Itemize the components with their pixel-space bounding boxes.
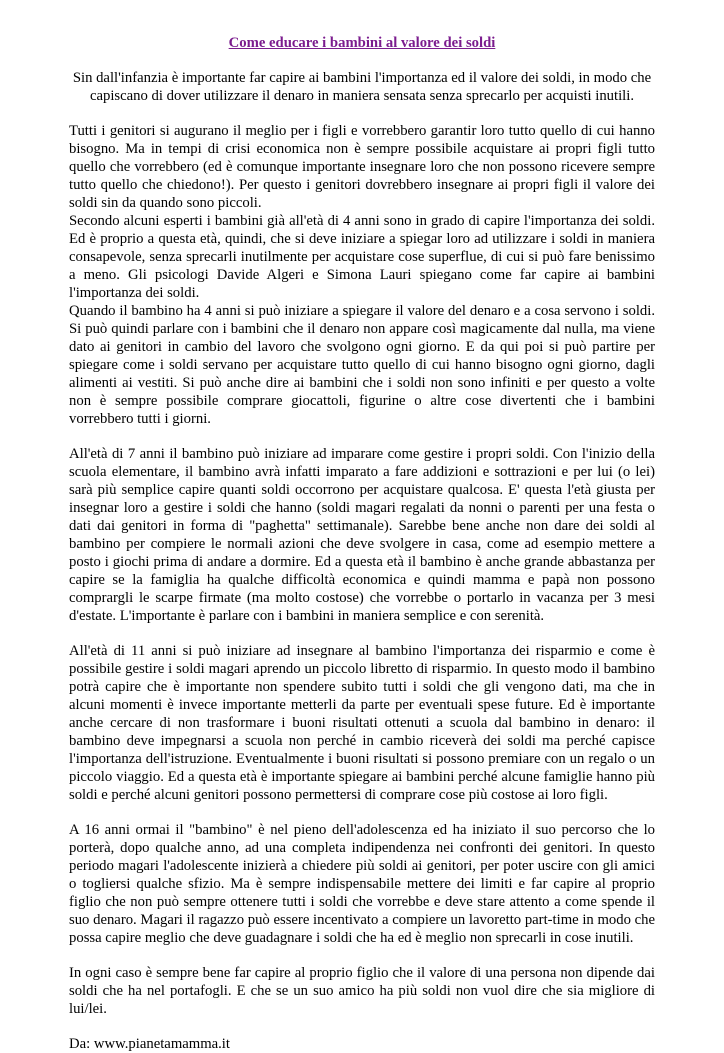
paragraph-1 [69,122,655,428]
paragraph-1-part-3: Quando il bambino ha 4 anni si può iniziare a spiegare il valore del denaro e a cosa servono i soldi. Si può quindi parlare con i bambini che il denaro non appare così magicamente dal nulla, ma viene dato ai genitori in cambio del lavoro che svolgono ogni giorno. E da qui poi si può partire per spiegare come i soldi servano per acquistare tutto quello di cui hanno bisogno ogni giorno, dagli alimenti ai vestiti. Si può anche dire ai bambini che i soldi non sono infiniti e per questo a volte non è sempre possibile comprare giocattoli, figurine o altre cose divertenti che i bambini vorrebbero tutti i giorni. [69,303,655,427]
paragraph-3 [69,642,655,804]
paragraph-2 [69,445,655,625]
paragraph-4-text: A 16 anni ormai il "bambino" è nel pieno dell'adolescenza ed ha iniziato il suo percorso che lo porterà, dopo qualche anno, ad una completa indipendenza nei confronti dei genitori. In questo periodo magari l'adolescente inizierà a chiedere più soldi ai genitori, per poter uscire con gli amici o togliersi qualche sfizio. Ma è sempre indispensabile mettere dei limiti e far capire al proprio figlio che non può sempre ottenere tutti i soldi che vorrebbe e deve stare attento a come spende il suo denaro. Magari il ragazzo può essere incentivato a compiere un lavoretto part-time in modo che possa capire meglio che deve guadagnare i soldi che ha ed è meglio non sprecarli in cose inutili. [69,822,655,946]
paragraph-1-part-1: Tutti i genitori si augurano il meglio per i figli e vorrebbero garantir loro tutto quello di cui hanno bisogno. Ma in tempi di crisi economica non è sempre possibile acquistare ai propri figli tutto quello che vorrebbero (ed è comunque importante insegnare loro che non possono ricevere sempre tutto quello che chiedono!). Per questo i genitori dovrebbero insegnare ai propri figli il valore dei soldi sin da quando sono piccoli. [69,123,655,211]
intro-paragraph: Sin dall'infanzia è importante far capire ai bambini l'importanza ed il valore dei soldi, in modo che capiscano di dover utilizzare il denaro in maniera sensata senza sprecarlo per acquisti inutili. [72,70,652,104]
source-credit: Da: www.pianetamamma.it [69,1036,230,1052]
paragraph-4 [69,821,655,947]
page-title: Come educare i bambini al valore dei soldi [228,35,496,51]
paragraph-2-text: All'età di 7 anni il bambino può iniziare ad imparare come gestire i propri soldi. Con l'inizio della scuola elementare, il bambino avrà infatti imparato a fare addizioni e sottrazioni e per lui (o lei) sarà più semplice capire quanti soldi occorrono per acquistare qualcosa. E' questa l'età giusta per insegnar loro a gestire i soldi che hanno (soldi magari regalati da nonni o parenti per una festa o dati dai genitori in forma di "paghetta" settimanale). Sarebbe bene anche non dare dei soldi al bambino per compiere le normali azioni che deve svolgere in casa, come ad esempio mettere a posto i giochi prima di andare a dormire. Ed a questa età il bambino è anche grande abbastanza per capire se la famiglia ha qualche difficoltà economica e quindi mamma e papà non possono comprargli le scarpe firmate (ma molto costose) che vorrebbe o portarlo in vacanza per 3 mesi d'estate. L'importante è parlare con i bambini in maniera semplice e con serenità. [69,446,655,624]
paragraph-5-text: In ogni caso è sempre bene far capire al proprio figlio che il valore di una persona non dipende dai soldi che ha nel portafogli. E che se un suo amico ha più soldi non vuol dire che sia migliore di lui/lei. [69,965,655,1017]
paragraph-3-text: All'età di 11 anni si può iniziare ad insegnare al bambino l'importanza dei risparmio e come è possibile gestire i soldi magari aprendo un piccolo libretto di risparmio. In questo modo il bambino potrà capire che è importante non spendere subito tutti i soldi che gli vengono dati, ma che in alcuni momenti è invece importante metterli da parte per eventuali spese future. Ed è importante anche cercare di non trasformare i buoni risultati ottenuti a scuola dal bambino in denaro: il bambino deve impegnarsi a scuola non perché in cambio riceverà dei soldi ma perché capisce l'importanza dell'istruzione. Eventualmente i buoni risultati si possono premiare con un regalo o un piccolo viaggio. Ed a questa età è importante spiegare ai bambini perché alcune famiglie hanno più soldi e perché alcuni genitori possono permettersi di comprare cose più costose ai loro figli. [69,643,655,803]
paragraph-5 [69,964,655,1018]
document-page [69,27,655,1053]
paragraph-1-part-2: Secondo alcuni esperti i bambini già all'età di 4 anni sono in grado di capire l'importanza dei soldi. Ed è proprio a questa età, quindi, che si deve iniziare a spiegar loro ad utilizzare i soldi in maniera consapevole, senza sprecarli inutilmente per acquistare cose superflue, di cui si può fare benissimo a meno. Gli psicologi Davide Algeri e Simona Lauri spiegano come far capire ai bambini l'importanza dei soldi. [69,213,655,301]
